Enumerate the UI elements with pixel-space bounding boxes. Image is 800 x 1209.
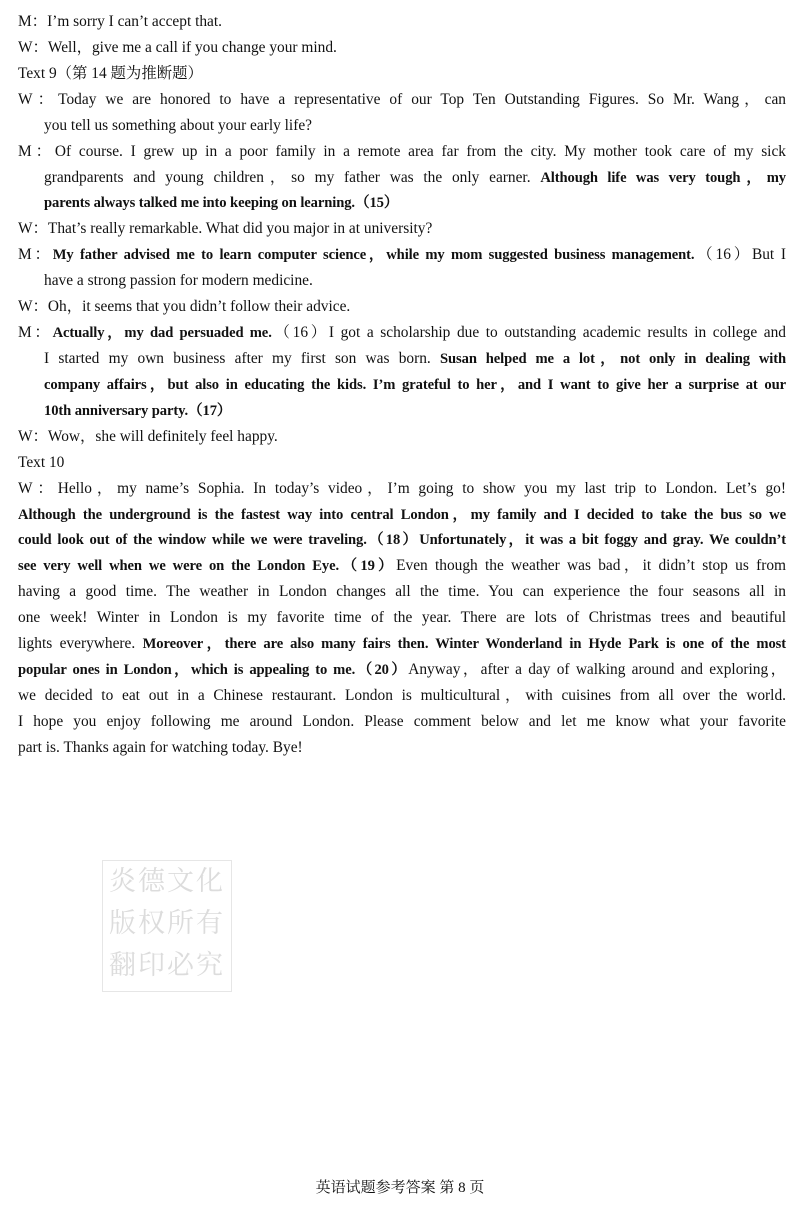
bold-answer-text: Although life was very tough，my xyxy=(540,169,786,186)
bold-answer-text: parents always talked me into keeping on learning.（15） xyxy=(44,195,399,212)
text-line xyxy=(18,61,786,87)
text-line xyxy=(18,579,786,605)
text-segment: W：That’s really remarkable. What did you major in at university? xyxy=(18,220,433,238)
text-segment: M： xyxy=(18,324,53,342)
bold-answer-text: 10th anniversary party.（17） xyxy=(44,402,232,419)
watermark-line: 翻印必究 xyxy=(109,950,225,981)
text-segment: we decided to eat out in a Chinese restaurant. London is multicultural，with cuisines from all over the world. xyxy=(18,686,786,704)
text-segment: M： xyxy=(18,246,53,264)
text-segment: W：Today we are honored to have a representative of our Top Ten Outstanding Figures. So Mr. Wang，can xyxy=(18,90,786,108)
text-segment: have a strong passion for modern medicine. xyxy=(44,272,313,290)
bold-answer-text: popular ones in London，which is appealing to me.（20） xyxy=(18,662,409,679)
text-line xyxy=(18,216,786,242)
text-segment: lights everywhere. xyxy=(18,635,143,653)
text-segment: having a good time. The weather in London changes all the time. You can experience the four seasons all in xyxy=(18,583,786,601)
text-line xyxy=(18,87,786,113)
text-line xyxy=(18,657,786,683)
text-line xyxy=(18,424,786,450)
text-segment: part is. Thanks again for watching today. Bye! xyxy=(18,738,303,756)
text-segment: I started my own business after my first son was born. xyxy=(44,349,441,367)
text-line xyxy=(18,113,786,139)
text-segment: I hope you enjoy following me around London. Please comment below and let me know what your favorite xyxy=(18,712,786,730)
text-line xyxy=(18,190,786,216)
text-segment: Text 10 xyxy=(18,453,65,471)
text-segment: W：Wow，she will definitely feel happy. xyxy=(18,427,278,445)
text-line xyxy=(18,502,786,528)
text-line xyxy=(18,268,786,294)
text-segment: Anyway，after a day of walking around and exploring， xyxy=(408,661,787,679)
text-line xyxy=(18,139,786,165)
text-line xyxy=(18,605,786,631)
text-segment: Even though the weather was bad，it didn’t stop us from xyxy=(396,557,787,575)
text-segment: （16）I got a scholarship due to outstanding academic results in college and xyxy=(271,324,786,342)
bold-answer-text: Susan helped me a lot，not only in dealing with xyxy=(440,350,787,367)
text-line xyxy=(18,294,786,320)
text-segment: grandparents and young children，so my father was the only earner. xyxy=(44,168,541,186)
text-segment: W：Hello，my name’s Sophia. In today’s video，I’m going to show you my last trip to London. Let’s go! xyxy=(18,479,786,497)
text-line xyxy=(18,709,786,735)
bold-answer-text: see very well when we were on the London Eye.（19） xyxy=(18,558,397,575)
text-segment: one week! Winter in London is my favorite time of the year. There are lots of Christmas trees and beautiful xyxy=(18,609,786,627)
text-segment: M：I’m sorry I can’t accept that. xyxy=(18,13,222,30)
text-line xyxy=(18,165,786,191)
bold-answer-text: Moreover，there are also many fairs then. Winter Wonderland in Hyde Park is one of the most xyxy=(142,636,786,653)
text-segment: （16）But I xyxy=(694,246,786,264)
text-line xyxy=(18,683,786,709)
text-line xyxy=(18,9,786,35)
text-segment: W：Oh，it seems that you didn’t follow their advice. xyxy=(18,298,351,316)
watermark-line: 炎德文化 xyxy=(109,866,225,897)
watermark-line: 版权所有 xyxy=(109,908,225,939)
page-footer: 英语试题参考答案 第 8 页 xyxy=(315,1180,485,1196)
text-line xyxy=(18,242,786,268)
transcript-body xyxy=(18,9,786,761)
text-segment: you tell us something about your early life? xyxy=(44,116,312,134)
bold-answer-text: could look out of the window while we were traveling.（18）Unfortunately，it was a bit foggy and gray. We couldn’t xyxy=(18,532,786,549)
text-segment: W：Well，give me a call if you change your mind. xyxy=(18,38,337,56)
text-line xyxy=(18,35,786,61)
text-line xyxy=(18,631,786,657)
watermark-stamp xyxy=(102,860,232,992)
text-line xyxy=(18,527,786,553)
text-line xyxy=(18,398,786,424)
bold-answer-text: company affairs，but also in educating the kids. I’m grateful to her，and I want to give her a surprise at our xyxy=(44,376,786,393)
text-line xyxy=(18,450,786,476)
text-line xyxy=(18,553,786,579)
text-line xyxy=(18,735,786,761)
text-line xyxy=(18,372,786,398)
bold-answer-text: Actually，my dad persuaded me. xyxy=(52,325,272,342)
text-line xyxy=(18,476,786,502)
text-line xyxy=(18,320,786,346)
bold-answer-text: My father advised me to learn computer science，while my mom suggested business management. xyxy=(52,247,695,264)
text-line xyxy=(18,346,786,372)
bold-answer-text: Although the underground is the fastest way into central London，my family and I decided to take the bus so we xyxy=(18,506,786,523)
text-segment: M：Of course. I grew up in a poor family in a remote area far from the city. My mother took care of my sick xyxy=(18,142,786,160)
text-segment: Text 9（第 14 题为推断题） xyxy=(18,64,203,82)
